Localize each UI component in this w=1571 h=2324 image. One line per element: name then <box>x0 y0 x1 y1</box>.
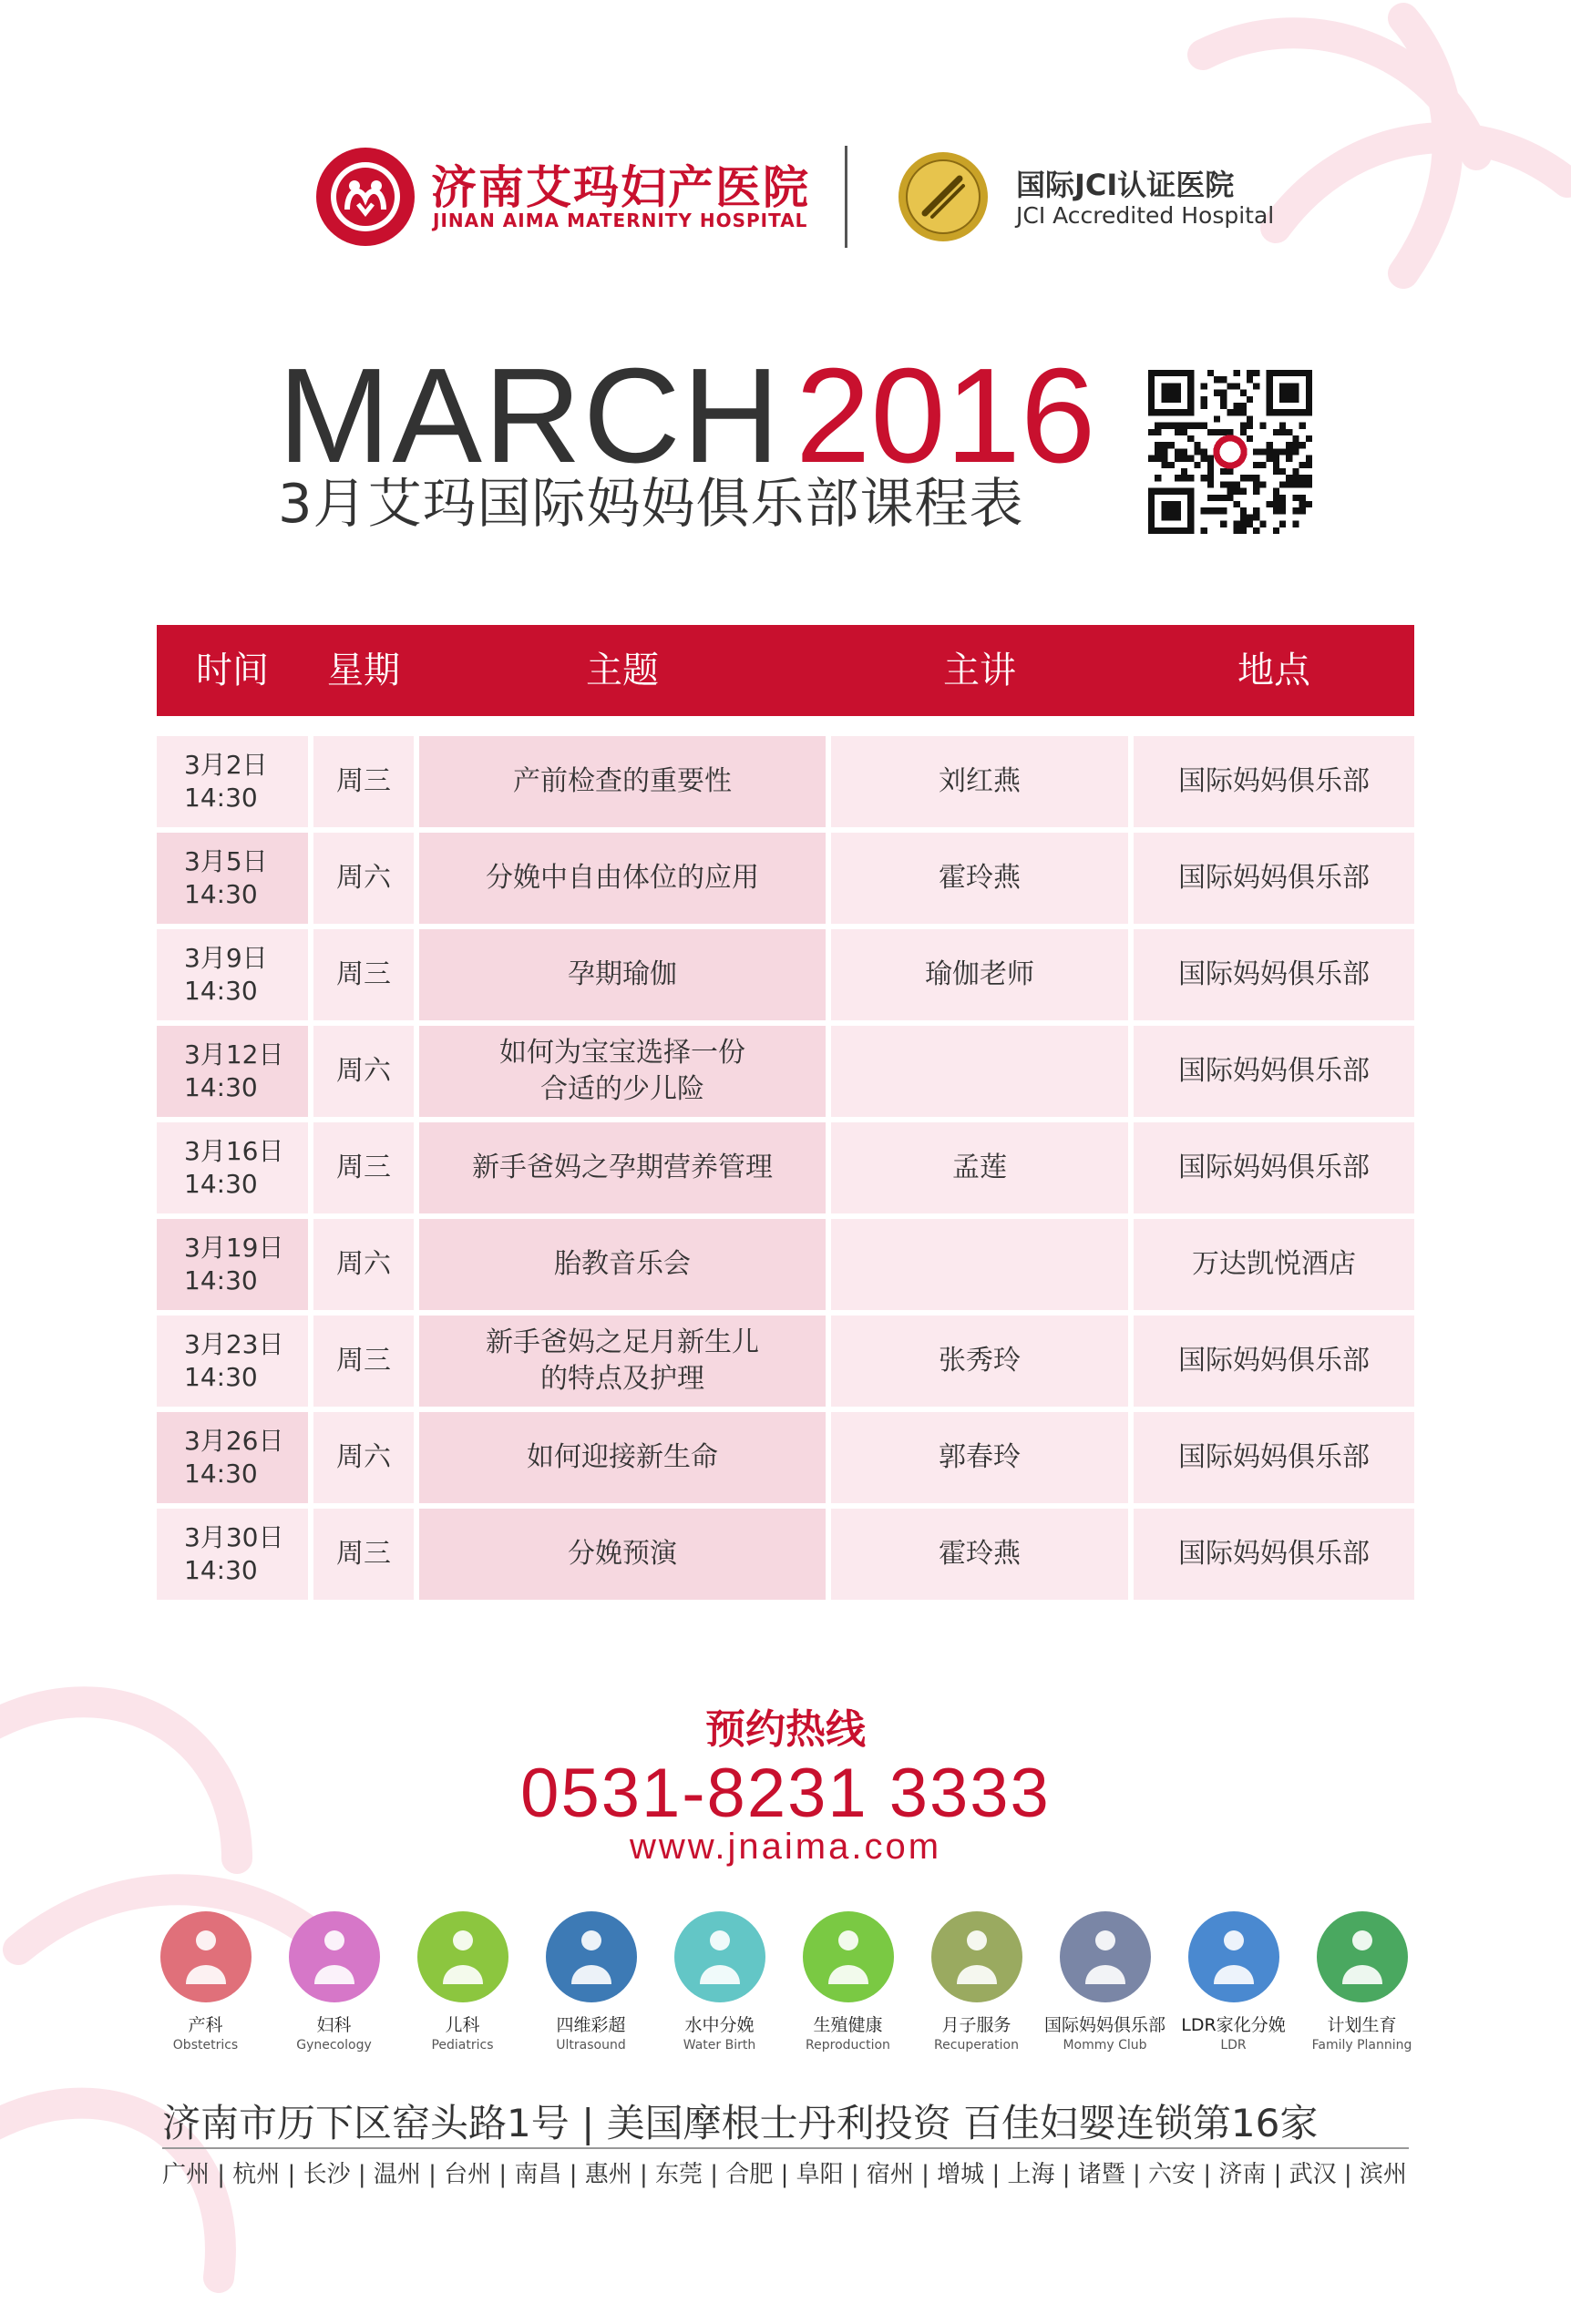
water-drop-icon <box>674 1911 765 2002</box>
service-label-cn: 产科 <box>188 2015 223 2035</box>
service-label-en: Ultrasound <box>556 2038 626 2053</box>
cell-weekday <box>313 1412 414 1503</box>
schedule-table-header <box>157 625 1414 716</box>
topic-text: 分娩中自由体位的应用 <box>486 862 759 894</box>
cell-time <box>157 1122 308 1213</box>
topic-text: 产前检查的重要性 <box>513 765 732 797</box>
date-text: 3月26日 <box>184 1426 284 1456</box>
service-item[interactable] <box>784 1911 912 2053</box>
speaker-text: 霍玲燕 <box>939 862 1021 894</box>
service-label-cn: 妇科 <box>316 2015 352 2035</box>
weekday-text: 周三 <box>336 1345 391 1377</box>
header-speaker: 主讲 <box>943 650 1016 691</box>
topic-text: 如何迎接新生命 <box>527 1441 718 1473</box>
time-text: 14:30 <box>184 1072 258 1102</box>
cell-weekday <box>313 833 414 924</box>
weekday-text: 周六 <box>336 1055 391 1087</box>
cell-location <box>1134 736 1414 827</box>
cell-time <box>157 1026 308 1117</box>
header-weekday: 星期 <box>327 650 400 691</box>
footer-divider <box>162 2147 1409 2149</box>
location-text: 国际妈妈俱乐部 <box>1178 1055 1370 1087</box>
title-subtitle: 3月艾玛国际妈妈俱乐部课程表 <box>278 472 1024 535</box>
service-label-en: LDR <box>1220 2038 1247 2053</box>
cell-weekday <box>313 1122 414 1213</box>
location-text: 国际妈妈俱乐部 <box>1178 765 1370 797</box>
service-label-cn: 月子服务 <box>941 2015 1011 2035</box>
location-text: 国际妈妈俱乐部 <box>1178 1152 1370 1183</box>
massage-icon <box>931 1911 1022 2002</box>
location-text: 国际妈妈俱乐部 <box>1178 1538 1370 1570</box>
header-topic: 主题 <box>586 650 659 691</box>
location-text: 国际妈妈俱乐部 <box>1178 958 1370 990</box>
weekday-text: 周三 <box>336 1152 391 1183</box>
cell-time <box>157 1219 308 1310</box>
time-text: 14:30 <box>184 976 258 1006</box>
speaker-text: 霍玲燕 <box>939 1538 1021 1570</box>
date-text: 3月23日 <box>184 1329 284 1359</box>
service-label-cn: 国际妈妈俱乐部 <box>1043 2015 1165 2035</box>
cell-speaker <box>831 1316 1128 1407</box>
topic-text: 如何为宝宝选择一份 <box>499 1037 745 1069</box>
service-label-en: Obstetrics <box>172 2038 239 2053</box>
hotline-phone[interactable]: 0531-8231 3333 <box>520 1755 1051 1832</box>
family-icon <box>1317 1911 1408 2002</box>
cell-topic <box>419 1316 826 1407</box>
cell-weekday <box>313 1316 414 1407</box>
cell-time <box>157 1412 308 1503</box>
cell-weekday <box>313 1509 414 1600</box>
service-item[interactable] <box>270 1911 398 2053</box>
service-item[interactable] <box>527 1911 655 2053</box>
hospital-name-en: JINAN AIMA MATERNITY HOSPITAL <box>433 210 808 231</box>
time-text: 14:30 <box>184 1362 258 1392</box>
service-label-en: Recuperation <box>934 2038 1019 2053</box>
cell-topic <box>419 1509 826 1600</box>
jci-title-cn: 国际JCI认证医院 <box>1016 168 1235 202</box>
time-text: 14:30 <box>184 1169 258 1199</box>
date-text: 3月30日 <box>184 1522 284 1552</box>
ultrasound-icon <box>546 1911 637 2002</box>
service-label-en: Water Birth <box>683 2038 756 2053</box>
cell-speaker <box>831 1509 1128 1600</box>
cell-topic <box>419 1026 826 1117</box>
female-icon <box>289 1911 380 2002</box>
date-text: 3月16日 <box>184 1136 284 1166</box>
jci-seal-icon <box>898 151 989 242</box>
footer-address: 济南市历下区窑头路1号 | 美国摩根士丹利投资 百佳妇婴连锁第16家 <box>162 2101 1319 2145</box>
cell-topic <box>419 1219 826 1310</box>
cell-speaker <box>831 1026 1128 1117</box>
service-label-cn: 生殖健康 <box>813 2015 883 2035</box>
cell-time <box>157 833 308 924</box>
cell-location <box>1134 1412 1414 1503</box>
cell-time <box>157 1509 308 1600</box>
service-item[interactable] <box>1298 1911 1426 2053</box>
cell-location <box>1134 929 1414 1020</box>
cell-speaker <box>831 1219 1128 1310</box>
hotline-title: 预约热线 <box>705 1706 866 1753</box>
speaker-text: 郭春玲 <box>939 1441 1021 1473</box>
topic-text: 胎教音乐会 <box>554 1248 691 1280</box>
service-item[interactable] <box>1041 1911 1169 2053</box>
speaker-text: 瑜伽老师 <box>925 958 1034 990</box>
service-label-cn: 儿科 <box>445 2015 480 2035</box>
date-text: 3月19日 <box>184 1233 284 1263</box>
service-label-en: Gynecology <box>296 2038 372 2053</box>
date-text: 3月12日 <box>184 1039 284 1070</box>
cell-weekday <box>313 1219 414 1310</box>
header <box>314 146 1275 248</box>
service-label-en: Family Planning <box>1311 2038 1412 2053</box>
time-text: 14:30 <box>184 879 258 909</box>
reproduction-icon <box>803 1911 894 2002</box>
service-item[interactable] <box>655 1911 784 2053</box>
service-item[interactable] <box>912 1911 1041 2053</box>
cell-time <box>157 1316 308 1407</box>
service-label-cn: 计划生育 <box>1327 2015 1397 2035</box>
website-link[interactable]: www.jnaima.com <box>629 1827 942 1867</box>
weekday-text: 周六 <box>336 1248 391 1280</box>
service-label-en: Pediatrics <box>431 2038 494 2053</box>
location-text: 国际妈妈俱乐部 <box>1178 862 1370 894</box>
cell-time <box>157 736 308 827</box>
aima-hospital-logo <box>314 146 416 248</box>
group-icon <box>1060 1911 1151 2002</box>
time-text: 14:30 <box>184 1555 258 1585</box>
bed-icon <box>1188 1911 1279 2002</box>
weekday-text: 周三 <box>336 765 391 797</box>
cell-location <box>1134 1219 1414 1310</box>
service-item[interactable] <box>398 1911 527 2053</box>
footer-cities: 广州 | 杭州 | 长沙 | 温州 | 台州 | 南昌 | 惠州 | 东莞 | 合肥 | 阜阳 | 宿州 | 增城 | 上海 | 诸暨 | 六安 | 济南 | 武汉 | 滨州 <box>162 2161 1407 2188</box>
cell-location <box>1134 1026 1414 1117</box>
topic-text-line2: 的特点及护理 <box>540 1363 704 1395</box>
title-month: MARCH <box>278 341 782 491</box>
service-item[interactable] <box>1169 1911 1298 2053</box>
header-time: 时间 <box>196 650 269 691</box>
cell-topic <box>419 833 826 924</box>
cell-weekday <box>313 1026 414 1117</box>
cell-location <box>1134 1122 1414 1213</box>
cell-location <box>1134 1509 1414 1600</box>
jci-title-en: JCI Accredited Hospital <box>1016 202 1275 229</box>
cell-weekday <box>313 736 414 827</box>
time-text: 14:30 <box>184 783 258 813</box>
weekday-text: 周三 <box>336 958 391 990</box>
cell-topic <box>419 929 826 1020</box>
cell-speaker <box>831 929 1128 1020</box>
baby-icon <box>417 1911 508 2002</box>
header-location: 地点 <box>1237 650 1310 691</box>
weekday-text: 周六 <box>336 862 391 894</box>
speaker-text: 孟莲 <box>952 1152 1007 1183</box>
topic-text: 新手爸妈之足月新生儿 <box>486 1326 759 1358</box>
cell-speaker <box>831 1122 1128 1213</box>
cell-time <box>157 929 308 1020</box>
topic-text: 新手爸妈之孕期营养管理 <box>472 1152 773 1183</box>
cell-topic <box>419 1122 826 1213</box>
topic-text: 分娩预演 <box>568 1538 677 1570</box>
cell-speaker <box>831 736 1128 827</box>
cell-speaker <box>831 833 1128 924</box>
title-year: 2016 <box>796 341 1096 491</box>
qr-code-icon[interactable] <box>1148 370 1312 534</box>
service-label-cn: 水中分娩 <box>684 2015 755 2035</box>
time-text: 14:30 <box>184 1265 258 1295</box>
header-divider <box>845 146 847 248</box>
cell-topic <box>419 736 826 827</box>
date-text: 3月5日 <box>184 846 268 876</box>
hospital-name-cn: 济南艾玛妇产医院 <box>431 161 810 214</box>
weekday-text: 周三 <box>336 1538 391 1570</box>
location-text: 国际妈妈俱乐部 <box>1178 1345 1370 1377</box>
date-text: 3月9日 <box>184 943 268 973</box>
service-label-en: Reproduction <box>806 2038 890 2053</box>
speaker-text: 张秀玲 <box>939 1345 1021 1377</box>
weekday-text: 周六 <box>336 1441 391 1473</box>
service-label-cn: LDR家化分娩 <box>1181 2015 1286 2035</box>
date-text: 3月2日 <box>184 750 268 780</box>
topic-text: 孕期瑜伽 <box>568 958 677 990</box>
cell-location <box>1134 833 1414 924</box>
cell-weekday <box>313 929 414 1020</box>
pregnant-woman-icon <box>160 1911 252 2002</box>
location-text: 万达凯悦酒店 <box>1192 1248 1356 1280</box>
location-text: 国际妈妈俱乐部 <box>1178 1441 1370 1473</box>
service-label-cn: 四维彩超 <box>556 2015 626 2035</box>
cell-speaker <box>831 1412 1128 1503</box>
speaker-text: 刘红燕 <box>939 765 1021 797</box>
cell-location <box>1134 1316 1414 1407</box>
service-item[interactable] <box>141 1911 270 2053</box>
topic-text-line2: 合适的少儿险 <box>540 1073 704 1105</box>
cell-topic <box>419 1412 826 1503</box>
service-label-en: Mommy Club <box>1063 2038 1147 2053</box>
time-text: 14:30 <box>184 1459 258 1489</box>
